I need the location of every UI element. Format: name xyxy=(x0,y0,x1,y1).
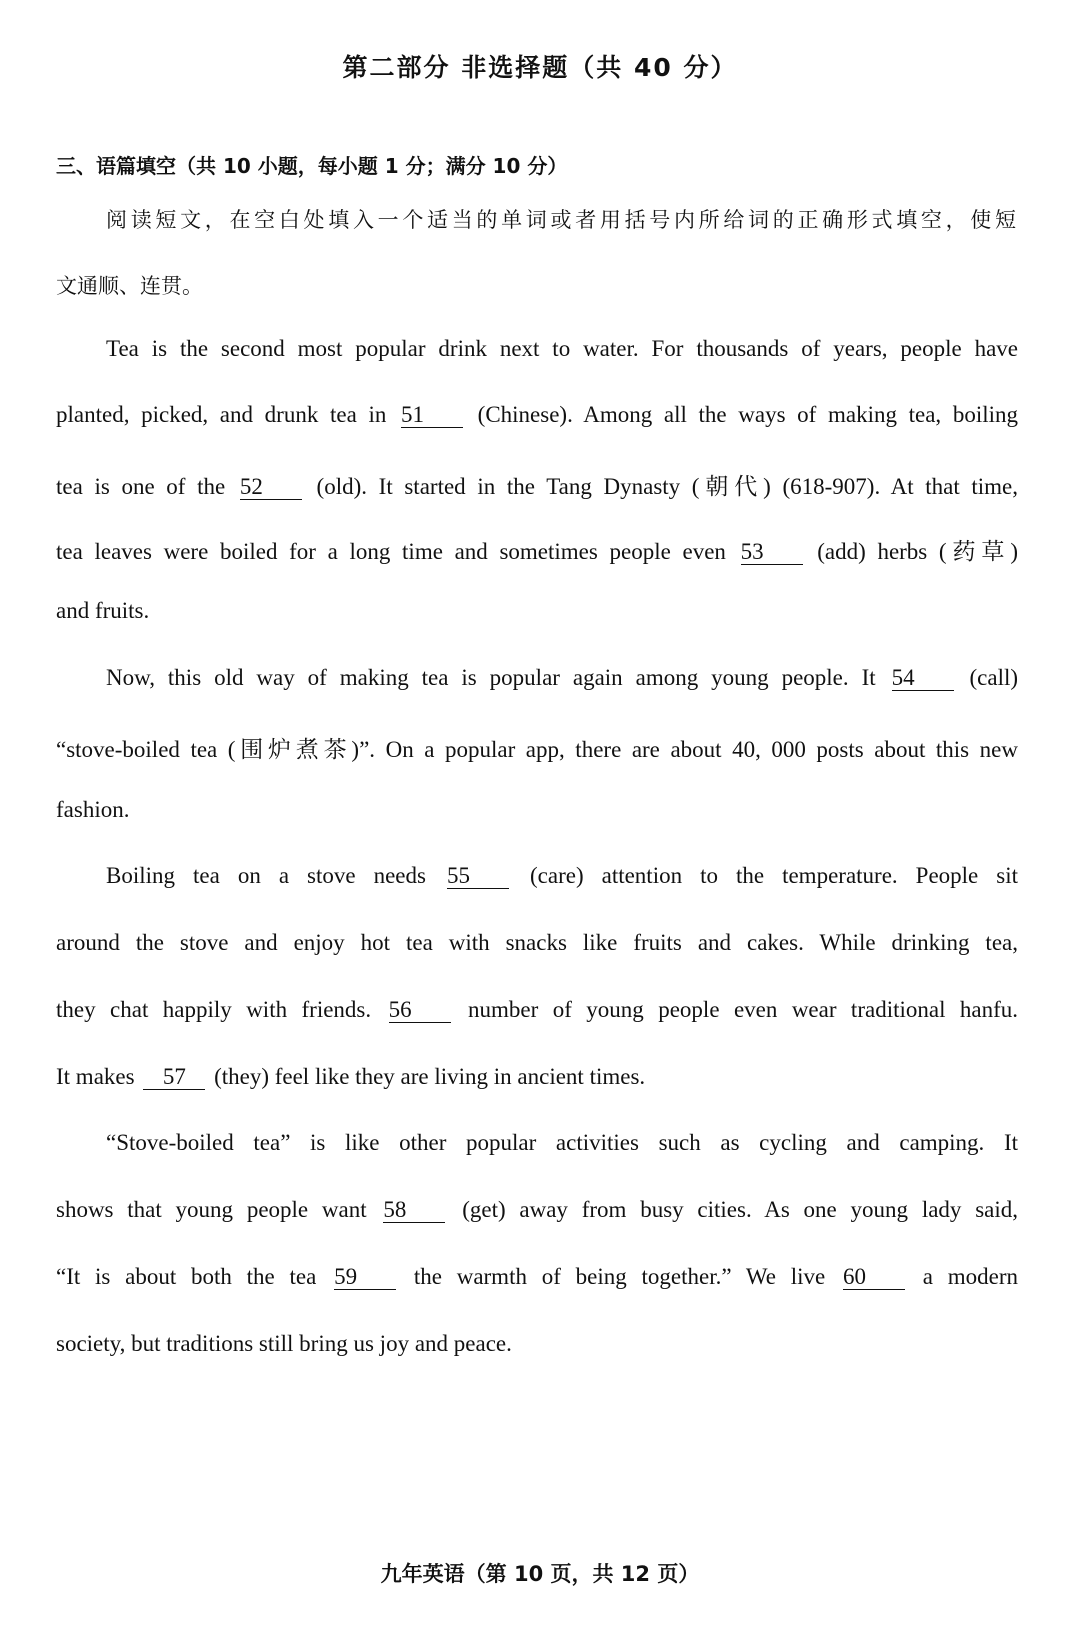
text-segment: number of young people even wear traditional hanfu. xyxy=(468,997,1019,1022)
passage-line xyxy=(56,1264,1018,1290)
passage-line: society, but traditions still bring us joy and peace. xyxy=(56,1331,512,1356)
passage-line xyxy=(56,533,1018,566)
part-title: 第二部分 非选择题（共 40 分） xyxy=(342,53,738,82)
text-segment: (get) away from busy cities. As one young lady said, xyxy=(462,1197,1019,1222)
blank-55[interactable]: 55 xyxy=(447,864,509,889)
instructions-line-2: 文通顺、连贯。 xyxy=(56,274,203,298)
passage-line xyxy=(56,1064,1018,1090)
text-segment: Now, this old way of making tea is popular again among young people. It xyxy=(106,665,876,690)
text-segment: (they) feel like they are living in ancient times. xyxy=(214,1064,646,1089)
section-title: 三、语篇填空（共 10 小题，每小题 1 分；满分 10 分） xyxy=(56,154,568,178)
passage-line xyxy=(56,665,1018,691)
instructions-line-1: 阅读短文，在空白处填入一个适当的单词或者用括号内所给词的正确形式填空，使短 xyxy=(106,208,1016,232)
passage-line: Tea is the second most popular drink next to water. For thousands of years, people have xyxy=(106,336,1018,361)
text-segment: the warmth of being together.” We live xyxy=(413,1264,826,1289)
text-segment: shows that young people want xyxy=(56,1197,367,1222)
blank-56[interactable]: 56 xyxy=(389,998,451,1023)
text-segment: (care) attention to the temperature. People sit xyxy=(530,863,1019,888)
passage-line xyxy=(56,997,1018,1023)
blank-58[interactable]: 58 xyxy=(383,1198,445,1223)
text-segment: Boiling tea on a stove needs xyxy=(106,863,426,888)
passage-line: and fruits. xyxy=(56,598,150,623)
text-segment: “It is about both the tea xyxy=(56,1264,317,1289)
text-segment: tea is one of the xyxy=(56,474,226,499)
passage-line xyxy=(56,863,1018,889)
text-segment: they chat happily with friends. xyxy=(56,997,372,1022)
blank-54[interactable]: 54 xyxy=(892,666,954,691)
passage-line xyxy=(56,402,1018,428)
passage-line xyxy=(56,1197,1018,1223)
passage-line: around the stove and enjoy hot tea with snacks like fruits and cakes. While drinking tea, xyxy=(56,930,1018,955)
passage-line: “stove-boiled tea (围炉煮茶)”. On a popular app, there are about 40, 000 posts about this new xyxy=(56,737,1018,762)
passage-line xyxy=(56,468,1018,501)
passage-line: fashion. xyxy=(56,797,130,822)
text-segment: planted, picked, and drunk tea in xyxy=(56,402,387,427)
blank-52[interactable]: 52 xyxy=(240,475,302,500)
blank-57[interactable]: 57 xyxy=(143,1065,205,1090)
blank-51[interactable]: 51 xyxy=(401,403,463,428)
page-footer: 九年英语（第 10 页，共 12 页） xyxy=(380,1562,700,1586)
text-segment: (add) herbs (药草) xyxy=(817,539,1019,564)
blank-59[interactable]: 59 xyxy=(334,1265,396,1290)
blank-53[interactable]: 53 xyxy=(741,540,803,565)
blank-60[interactable]: 60 xyxy=(843,1265,905,1290)
text-segment: (call) xyxy=(969,665,1019,690)
text-segment: a modern xyxy=(922,1264,1018,1289)
text-segment: (old). It started in the Tang Dynasty (朝代) (618-907). At that time, xyxy=(316,474,1019,499)
text-segment: (Chinese). Among all the ways of making tea, boiling xyxy=(477,402,1019,427)
text-segment: It makes xyxy=(56,1064,135,1089)
text-segment: tea leaves were boiled for a long time and sometimes people even xyxy=(56,539,726,564)
passage-line: “Stove-boiled tea” is like other popular activities such as cycling and camping. It xyxy=(106,1130,1018,1155)
